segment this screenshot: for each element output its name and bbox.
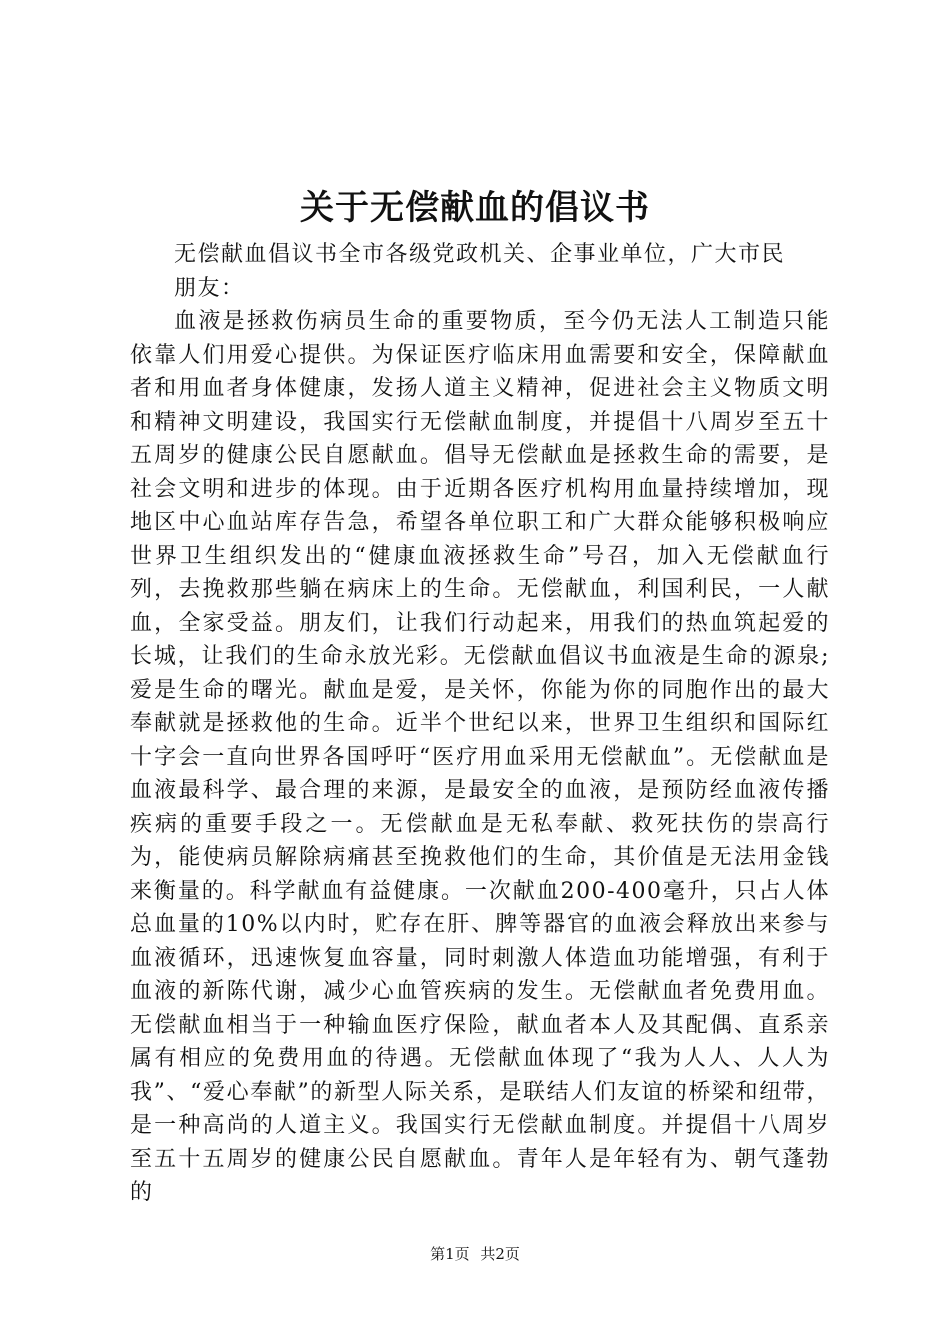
document-title: 关于无偿献血的倡议书 — [300, 188, 650, 228]
paragraph-main: 血液是拯救伤病员生命的重要物质，至今仍无法人工制造只能依靠人们用爱心提供。为保证医疗临床用血需要和安全，保障献血者和用血者身体健康，发扬人道主义精神，促进社会主义物质文明和精神文明建设，我国实行无偿献血制度，并提倡十八周岁至五十五周岁的健康公民自愿献血。倡导无偿献血是拯救生命的需要，是社会文明和进步的体现。由于近期各医疗机构用血量持续增加，现地区中心血站库存告急，希望各单位职工和广大群众能够积极响应世界卫生组织发出的“健康血液拯救生命”号召，加入无偿献血行列，去挽救那些躺在病床上的生命。无偿献血，利国利民，一人献血，全家受益。朋友们，让我们行动起来，用我们的热血筑起爱的长城，让我们的生命永放光彩。无偿献血倡议书血液是生命的源泉;爱是生命的曙光。献血是爱，是关怀，你能为你的同胞作出的最大奉献就是拯救他的生命。近半个世纪以来，世界卫生组织和国际红十字会一直向世界各国呼吁“医疗用血采用无偿献血”。无偿献血是血液最科学、最合理的来源，是最安全的血液，是预防经血液传播疾病的重要手段之一。无偿献血是无私奉献、救死扶伤的崇高行为，能使病员解除病痛甚至挽救他们的生命，其价值是无法用金钱来衡量的。科学献血有益健康。一次献血200-400毫升，只占人体总血量的10%以内时，贮存在肝、脾等器官的血液会释放出来参与血液循环，迅速恢复血容量，同时刺激人体造血功能增强，有利于血液的新陈代谢，减少心血管疾病的发生。无偿献血者免费用血。无偿献血相当于一种输血医疗保险，献血者本人及其配偶、直系亲属有相应的免费用血的待遇。无偿献血体现了“我为人人、人人为我”、“爱心奉献”的新型人际关系，是联结人们友谊的桥梁和纽带，是一种高尚的人道主义。我国实行无偿献血制度。并提倡十八周岁至五十五周岁的健康公民自愿献血。青年人是年轻有为、朝气蓬勃的 — [130, 309, 830, 1205]
document-body — [130, 238, 830, 1210]
page-number: 第1页 — [430, 1245, 470, 1263]
page-footer — [0, 1244, 950, 1264]
paragraph-salutation: 无偿献血倡议书全市各级党政机关、企事业单位，广大市民 — [174, 242, 786, 267]
paragraph-friends: 朋友： — [174, 275, 245, 301]
page-total: 共2页 — [480, 1245, 520, 1263]
